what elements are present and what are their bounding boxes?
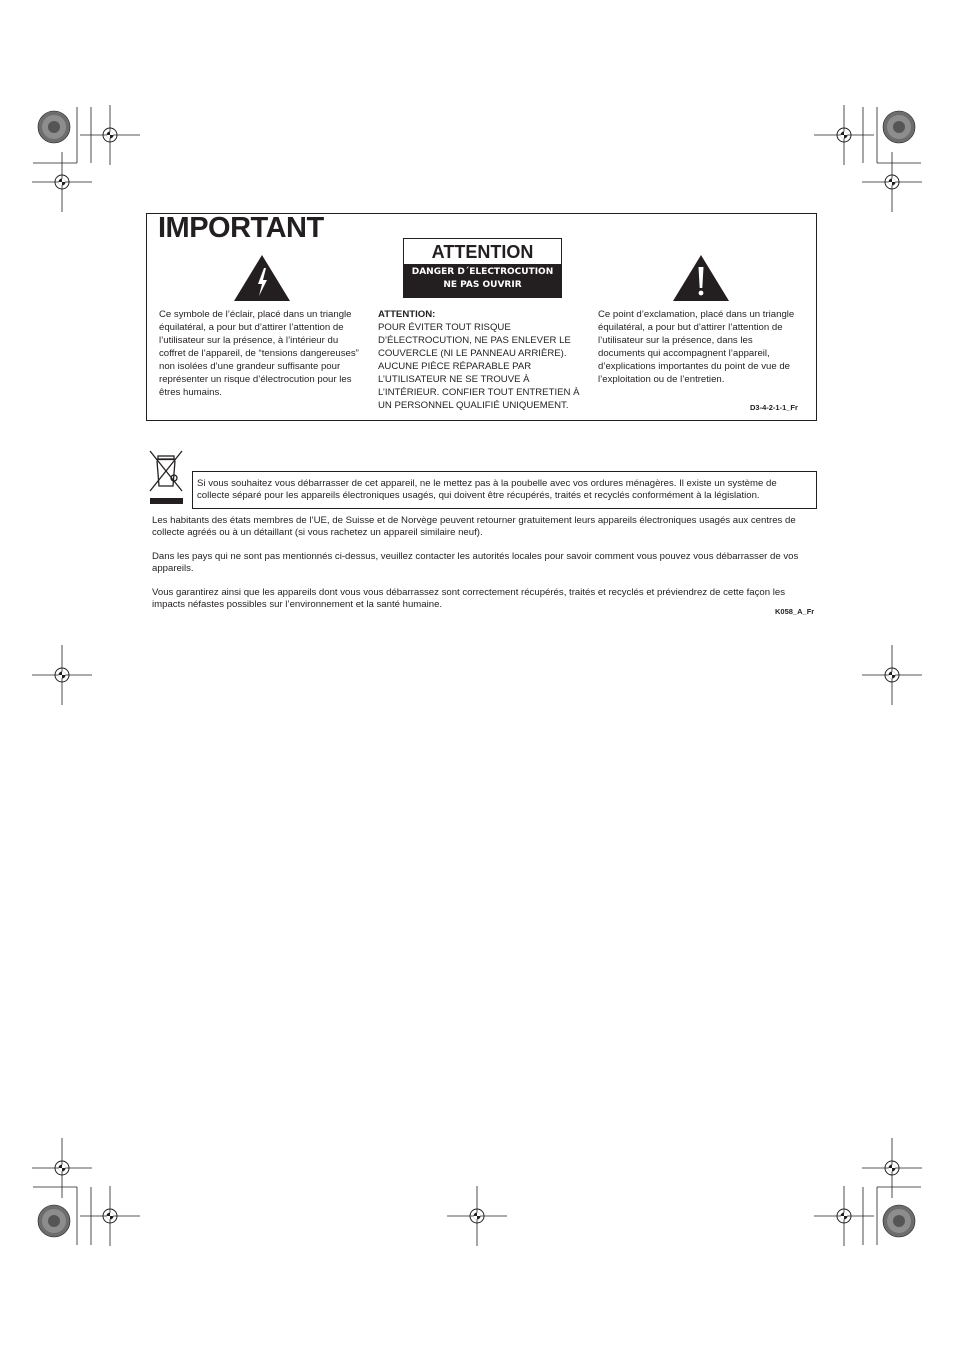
disposal-boxed-text: Si vous souhaitez vous débarrasser de cet appareil, ne le mettez pas à la poubelle avec vos ordures ménagères. Il existe un système de collecte séparé pour les appareils électroniques usagés, qui doivent être récupérés, traités et recyclés conformément à la législation. bbox=[197, 478, 777, 501]
lightning-warning-icon bbox=[233, 254, 291, 302]
important-reference-code: D3-4-2-1-1_Fr bbox=[750, 403, 798, 412]
attention-heading: ATTENTION: bbox=[378, 309, 436, 320]
attention-label-warning bbox=[404, 264, 561, 297]
attention-label-heading: ATTENTION bbox=[431, 242, 534, 262]
attention-column bbox=[378, 308, 588, 412]
exclamation-warning-icon bbox=[672, 254, 730, 302]
attention-label bbox=[403, 238, 562, 298]
attention-text: POUR ÉVITER TOUT RISQUE D’ÉLECTROCUTION, NE PAS ENLEVER LE COUVERCLE (NI LE PANNEAU ARRIÈRE). AUCUNE PIÈCE RÉPARABLE PAR L’UTILISATEUR NE SE TROUVE À L’INTÉRIEUR. CONFIER TOUT ENTRETIEN À UN PERSONNEL QUALIFIÉ UNIQUEMENT. bbox=[378, 322, 580, 411]
disposal-reference-code: K058_A_Fr bbox=[775, 607, 815, 616]
lightning-symbol-text: Ce symbole de l’éclair, placé dans un triangle équilatéral, a pour but d’attirer l’attention de l’utilisateur sur la présence, à l’intérieur du coffret de l’appareil, de “tensions dangereuses” non isolées d’une grandeur suffisante pour représenter un risque d’électrocution pour les êtres humains. bbox=[159, 309, 359, 398]
attention-label-line1: DANGER D´ELECTROCUTION bbox=[411, 267, 554, 277]
disposal-paragraph-guarantee: Vous garantirez ainsi que les appareils dont vous vous débarrassez sont correctement récupérés, traités et recyclés et préviendrez de cette façon les impacts néfastes possibles sur l’environnement et la santé humaine. bbox=[152, 587, 785, 610]
disposal-paragraph-other-countries: Dans les pays qui ne sont pas mentionnés ci-dessus, veuillez contacter les autorités locales pour savoir comment vous pouvez vous débarrasser de vos appareils. bbox=[152, 551, 799, 574]
attention-label-line2: NE PAS OUVRIR bbox=[443, 280, 522, 290]
exclamation-symbol-text: Ce point d’exclamation, placé dans un triangle équilatéral, a pour but d’attirer l’attention de l’utilisateur sur la présence, dans les documents qui accompagnent l’appareil, d’explications importantes du point de vue de l’exploitation ou de l’entretien. bbox=[598, 309, 795, 385]
crossed-out-bin-icon bbox=[146, 448, 186, 506]
important-title: IMPORTANT bbox=[158, 212, 324, 244]
disposal-paragraph-eu: Les habitants des états membres de l’UE, de Suisse et de Norvège peuvent retourner gratuitement leurs appareils électroniques usagés aux centres de collecte agréés ou à un détaillant (si vous rachetez un appareil similaire neuf). bbox=[152, 515, 796, 538]
